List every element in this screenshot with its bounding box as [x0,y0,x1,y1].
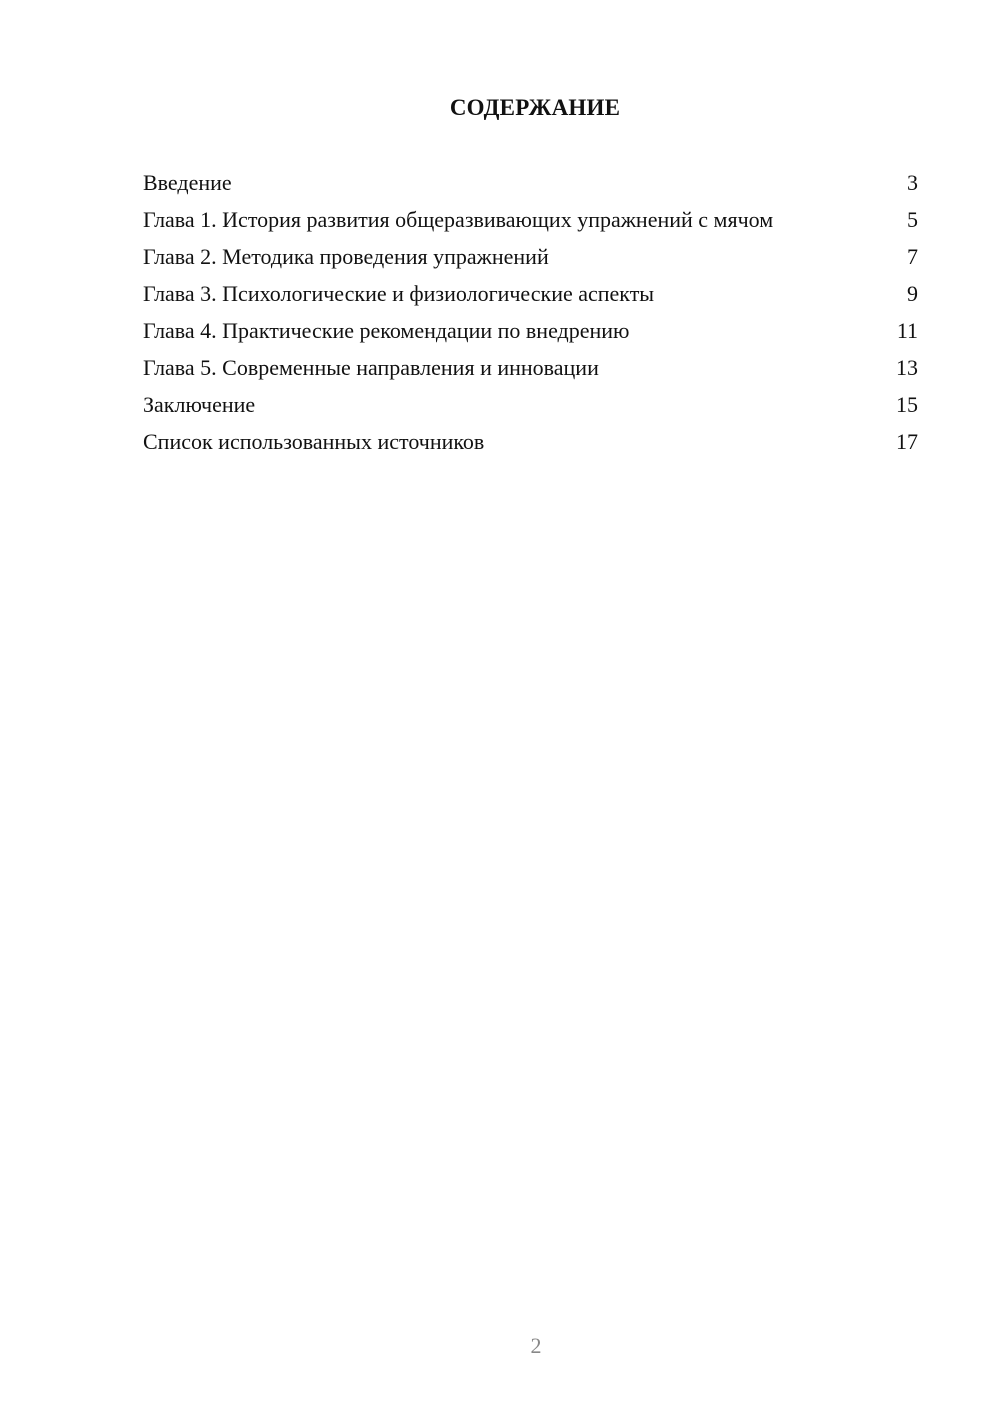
toc-entry-title: Глава 5. Современные направления и инновации [143,355,599,380]
toc-entry-title: Глава 3. Психологические и физиологические аспекты [143,281,655,306]
page-number: 2 [530,1333,542,1358]
toc-entry-chapter-1 [143,207,918,233]
toc-entry-page: 17 [896,429,918,454]
toc-entry-page: 3 [907,170,918,195]
toc-entry-title: Заключение [143,392,256,417]
toc-entry-page: 11 [896,318,918,343]
toc-entry-page: 7 [907,244,918,269]
toc-entry-page: 5 [907,207,918,232]
toc-entry-chapter-2 [143,244,918,270]
toc-entry-references [143,429,918,455]
page-title: СОДЕРЖАНИЕ [449,95,621,120]
toc-entry-title: Глава 4. Практические рекомендации по внедрению [143,318,630,343]
toc-entry-title: Список использованных источников [143,429,485,454]
toc-entry-chapter-4 [143,318,918,344]
toc-entry-conclusion [143,392,918,418]
toc-entry-introduction [143,170,918,196]
toc-entry-title: Глава 2. Методика проведения упражнений [143,244,549,269]
toc-entry-page: 15 [896,392,918,417]
toc-entry-title: Глава 1. История развития общеразвивающих упражнений с мячом [143,207,774,232]
toc-entry-title: Введение [143,170,232,195]
toc-entry-page: 13 [896,355,918,380]
toc-entry-chapter-3 [143,281,918,307]
toc-entry-chapter-5 [143,355,918,381]
table-of-contents [143,170,918,466]
toc-entry-page: 9 [907,281,918,306]
